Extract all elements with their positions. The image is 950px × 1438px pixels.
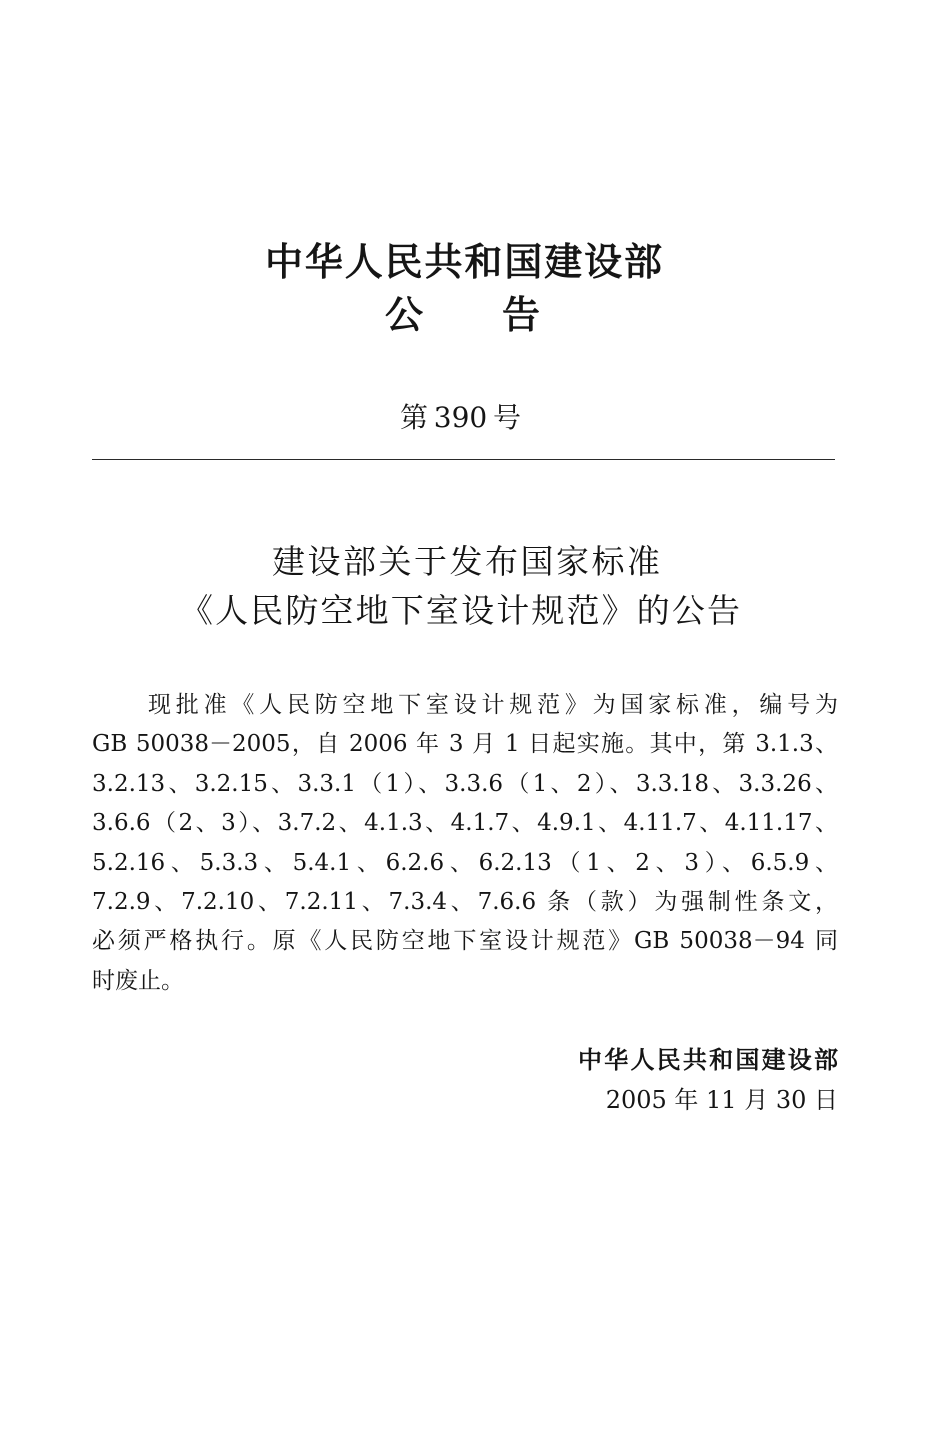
ministry-title: 中华人民共和国建设部 — [265, 239, 662, 284]
body-line: 时废止。 — [92, 967, 184, 994]
body-line: 7.2.9、7.2.10、7.2.11、7.3.4、7.6.6 条（款）为强制性条文， — [92, 889, 838, 916]
body-line: 5.2.16、5.3.3、5.4.1、6.2.6、6.2.13（1、2、3）、6.5.9、 — [92, 849, 838, 876]
body-line: 必须严格执行。原《人民防空地下室设计规范》GB 50038－94 同 — [92, 928, 838, 955]
signature-issuer: 中华人民共和国建设部 — [578, 1045, 838, 1074]
signature-date: 2005 年 11 月 30 日 — [605, 1086, 838, 1114]
body-paragraph — [92, 686, 838, 1001]
announcement-heading: 公告 — [385, 292, 540, 337]
body-line: 3.2.13、3.2.15、3.3.1（1）、3.3.6（1、2）、3.3.18、3.3.26、 — [92, 770, 838, 797]
notice-title-line-1: 建设部关于发布国家标准 — [272, 542, 660, 581]
announcement-number: 第390号 — [400, 401, 521, 434]
body-line: 3.6.6（2、3）、3.7.2、4.1.3、4.1.7、4.9.1、4.11.7、4.11.17、 — [92, 810, 838, 837]
body-line: 现批准《人民防空地下室设计规范》为国家标准，编号为 — [148, 692, 838, 718]
body-line: GB 50038－2005，自 2006 年 3 月 1 日起实施。其中，第 3.1.3、 — [92, 731, 838, 758]
notice-title-line-2: 《人民防空地下室设计规范》的公告 — [180, 591, 740, 630]
divider-rule — [92, 459, 835, 460]
